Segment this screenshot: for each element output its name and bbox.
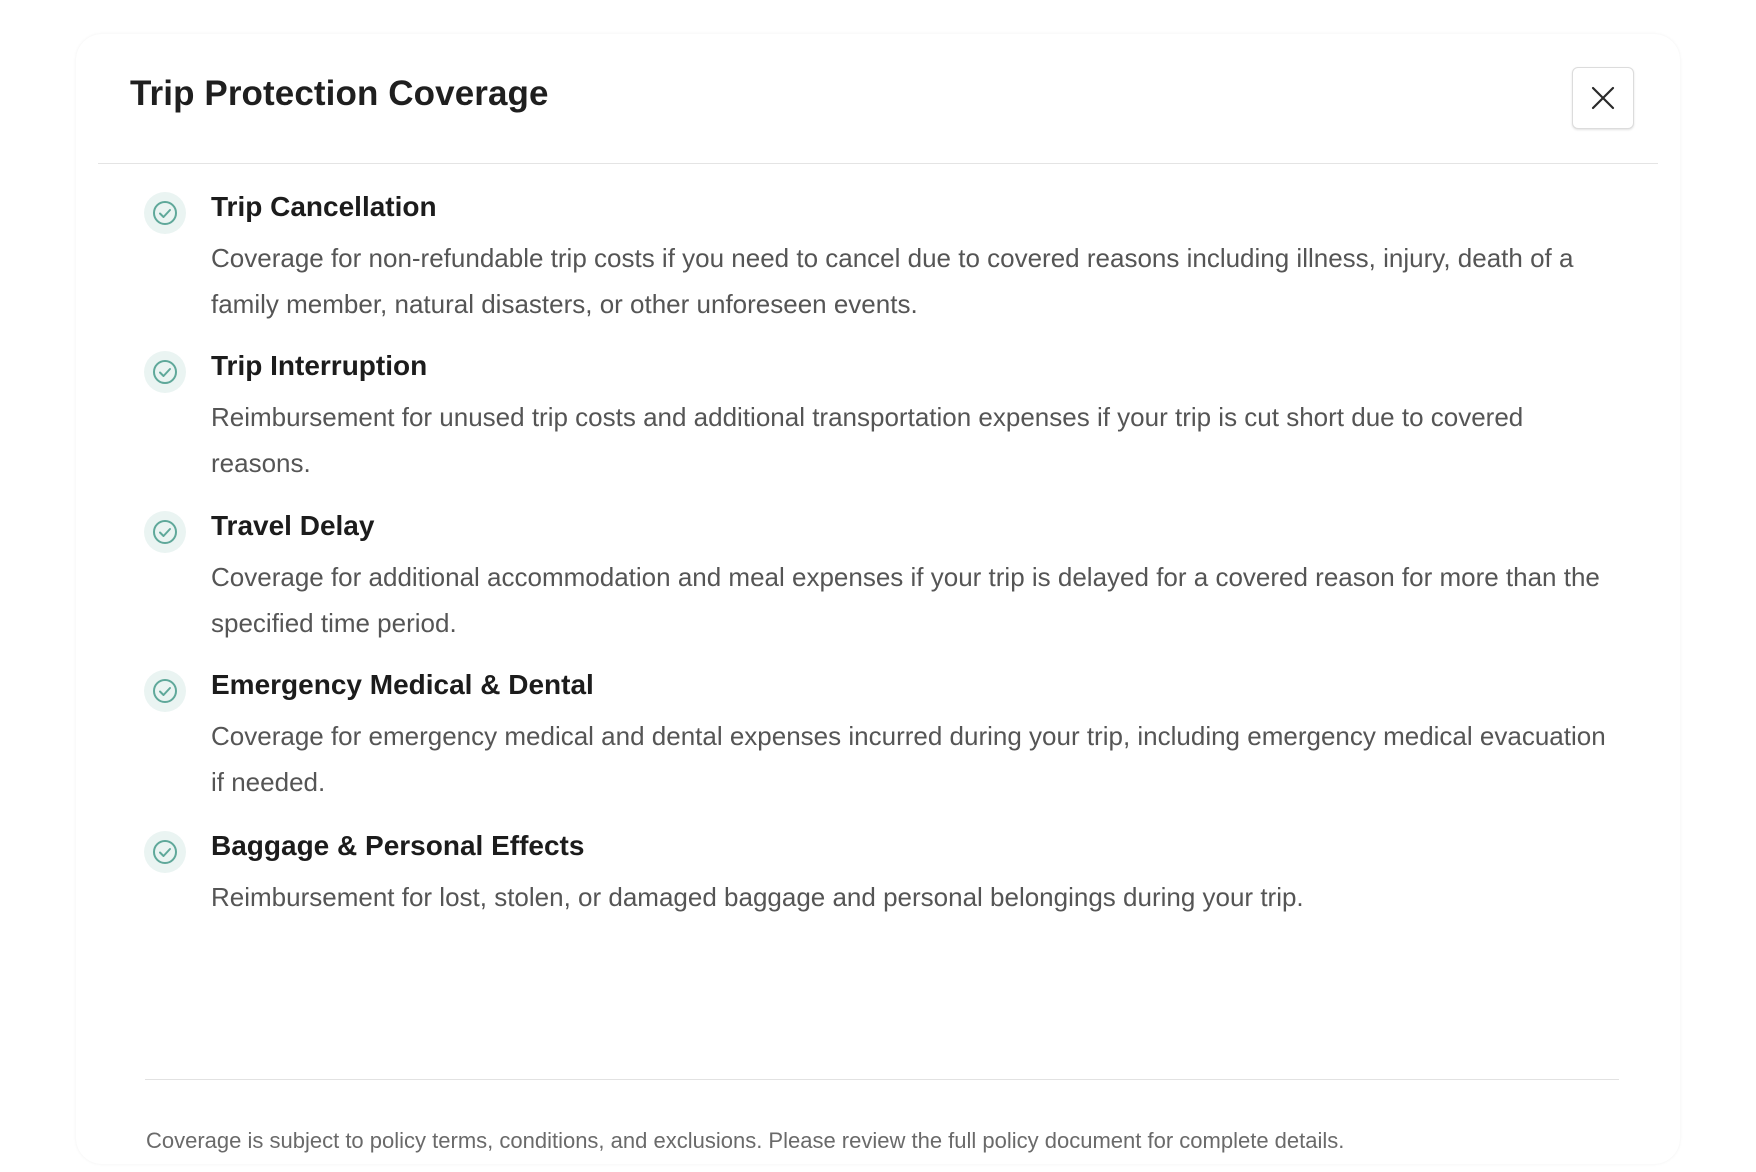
check-circle-icon: [144, 511, 186, 553]
coverage-item-title: Trip Cancellation: [211, 191, 437, 222]
coverage-item-description: Coverage for non-refundable trip costs if you need to cancel due to covered reasons including illness, injury, death of a family member, natural disasters, or other unforeseen events.: [211, 243, 1574, 319]
coverage-item-title: Trip Interruption: [211, 350, 428, 381]
coverage-item-description: Reimbursement for lost, stolen, or damaged baggage and personal belongings during your trip.: [211, 882, 1304, 912]
modal-header: [98, 34, 1658, 164]
coverage-item-title: Travel Delay: [211, 510, 375, 541]
coverage-item-description: Coverage for emergency medical and dental expenses incurred during your trip, including emergency medical evacuation if needed.: [211, 721, 1606, 797]
coverage-item-title: Emergency Medical & Dental: [211, 669, 594, 700]
check-circle-icon: [144, 192, 186, 234]
footer-note: Coverage is subject to policy terms, conditions, and exclusions. Please review the full policy document for complete details.: [146, 1128, 1345, 1153]
check-circle-icon: [144, 831, 186, 873]
close-icon: [1590, 85, 1616, 111]
coverage-item-description: Coverage for additional accommodation and meal expenses if your trip is delayed for a covered reason for more than the specified time period.: [211, 562, 1600, 638]
check-circle-icon: [144, 351, 186, 393]
modal-title: Trip Protection Coverage: [130, 74, 549, 113]
check-circle-icon: [144, 670, 186, 712]
coverage-item-title: Baggage & Personal Effects: [211, 830, 585, 861]
coverage-item-description: Reimbursement for unused trip costs and additional transportation expenses if your trip is cut short due to covered reasons.: [211, 402, 1524, 478]
close-button[interactable]: [1572, 67, 1634, 129]
trip-protection-modal: [76, 34, 1680, 1164]
footer-divider: [145, 1079, 1619, 1080]
